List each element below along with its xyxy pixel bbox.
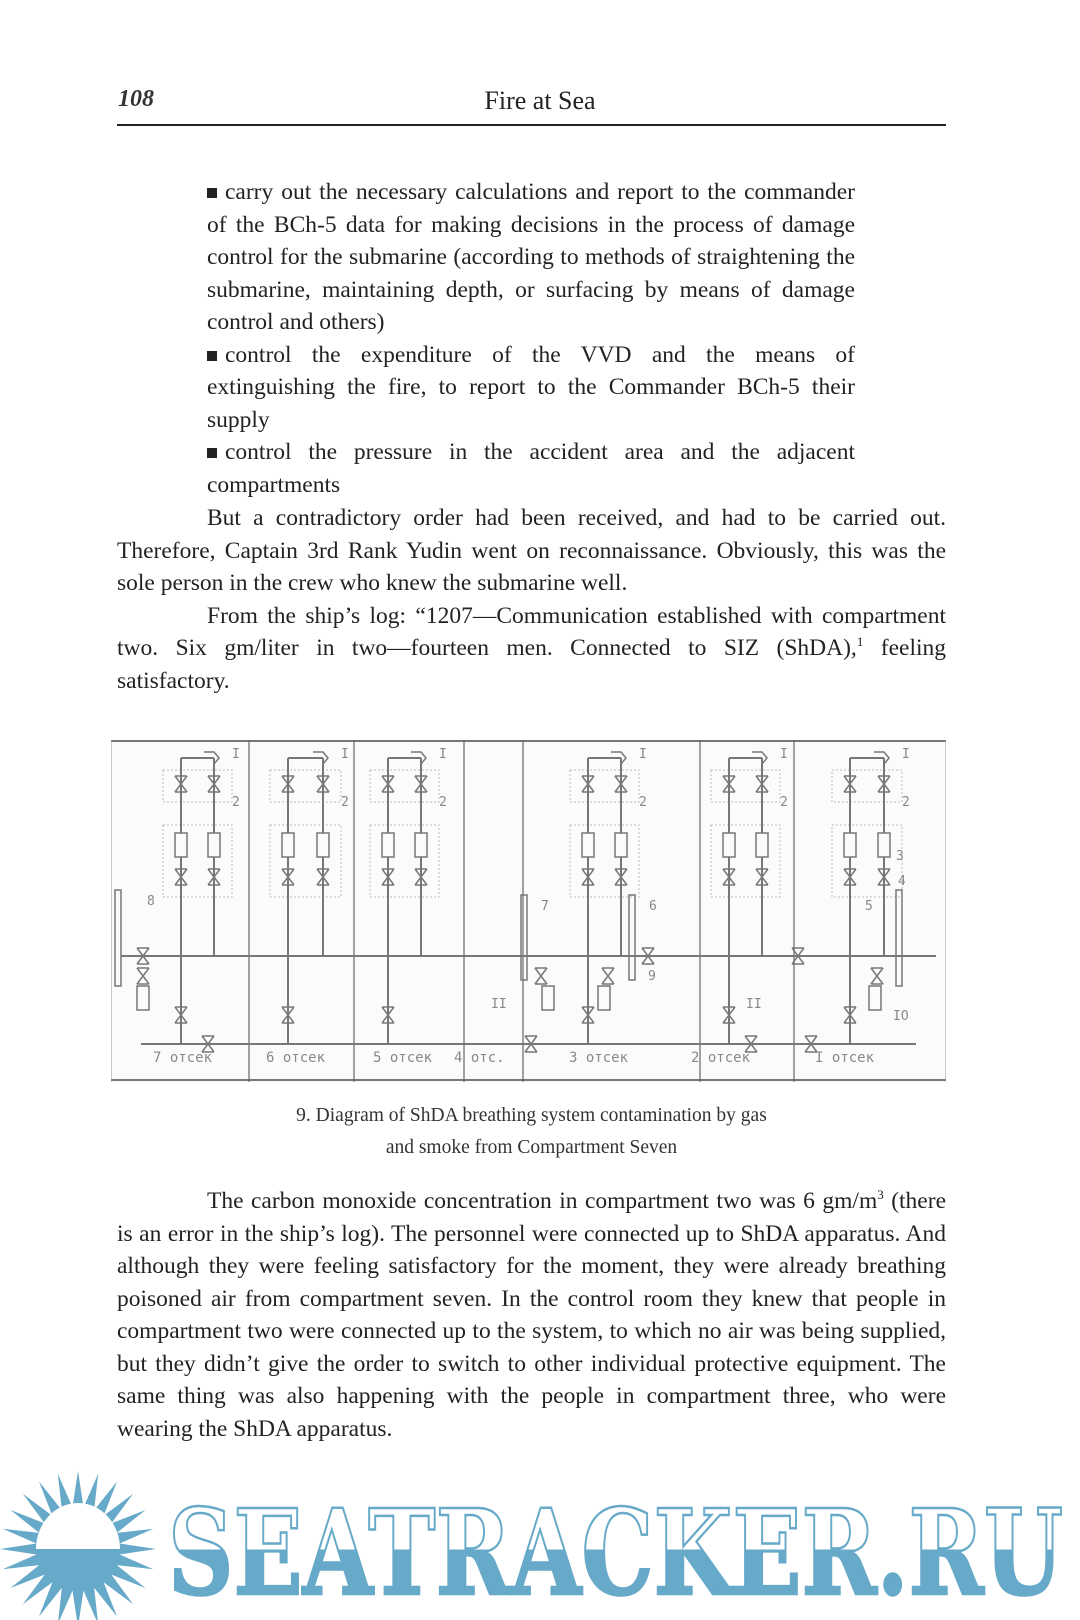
bullet-item: [207, 176, 855, 339]
bullet-square-icon: [207, 448, 217, 458]
filter-icon: [878, 833, 890, 857]
paragraph: [117, 1185, 946, 1445]
bullet-text: control the pressure in the accident area and the adjacent compartments: [207, 439, 855, 498]
paragraph: [117, 600, 946, 698]
bullet-square-icon: [207, 188, 217, 198]
compartment-label: 3 отсек: [569, 1050, 629, 1066]
callout-label: 8: [147, 894, 155, 909]
compartment-label: 6 отсек: [266, 1050, 326, 1066]
callout-label: 2: [902, 795, 910, 810]
filter-icon: [615, 833, 627, 857]
callout-label: 6: [649, 899, 657, 914]
sun-disc: [36, 1503, 120, 1549]
callout-label: 2: [232, 795, 240, 810]
callout-label: 2: [341, 795, 349, 810]
filter-icon: [598, 986, 610, 1010]
callout-label: I: [341, 747, 349, 762]
filter-icon: [582, 833, 594, 857]
compartment-label: 2 отсек: [691, 1050, 751, 1066]
callout-label: II: [491, 997, 507, 1012]
sun-icon: [0, 1471, 156, 1620]
compartment-label: 4 отс.: [454, 1050, 505, 1066]
bullet-square-icon: [207, 351, 217, 361]
body-paragraphs: [117, 502, 946, 697]
paragraph-body: [117, 1185, 946, 1445]
bullet-text: carry out the necessary calculations and report to the commander of the BCh-5 data for making decisions in the process of damage control for the submarine (according to methods of straightening the submarine, maintaining depth, or surfacing by means of damage control and others): [207, 179, 855, 335]
filter-icon: [542, 986, 554, 1010]
compartment-label: 7 отсек: [153, 1050, 213, 1066]
seatracker-watermark-logo: [0, 1462, 1080, 1620]
callout-label: 2: [780, 795, 788, 810]
superscript: 3: [877, 1187, 884, 1203]
compartment-label: I отсек: [815, 1050, 875, 1066]
callout-label: I: [780, 747, 788, 762]
filter-icon: [282, 833, 294, 857]
paragraph-text: (there is an error in the ship’s log). The personnel were connected up to ShDA apparatus. And although they were feeling satisfactory for the moment, they were already breathing poisoned air from compartment seven. In the control room they knew that people in compartment two were connected up to the system, to which no air was being supplied, but they didn’t give the order to switch to other individual protective equipment. The same thing was also happening with the people in compartment three, who were wearing the ShDA apparatus.: [117, 1188, 946, 1442]
callout-label: 2: [439, 795, 447, 810]
callout-label: I: [639, 747, 647, 762]
filter-icon: [844, 833, 856, 857]
paragraph-text: feeling satisfactory.: [117, 635, 947, 694]
filter-icon: [317, 833, 329, 857]
caption-line: and smoke from Compartment Seven: [385, 1137, 678, 1158]
bullet-item: [207, 339, 855, 437]
callout-label: IO: [893, 1009, 909, 1024]
callout-label: I: [902, 747, 910, 762]
callout-label: 7: [541, 899, 549, 914]
callout-label: 4: [898, 874, 906, 889]
page-number: 108: [118, 86, 154, 112]
callout-label: I: [232, 747, 240, 762]
running-title: Fire at Sea: [484, 86, 596, 115]
header-rule: [117, 124, 946, 126]
filter-icon: [869, 986, 881, 1010]
callout-label: II: [746, 997, 762, 1012]
paragraph-text: From the ship’s log: “1207—Communication established with compartment two. Six gm/liter in two—fourteen men. Connected to SIZ (ShDA),: [117, 602, 946, 661]
callout-label: 5: [865, 899, 873, 914]
callout-label: 2: [639, 795, 647, 810]
filter-icon: [415, 833, 427, 857]
watermark-text: SEATRACKER.RU: [168, 1483, 1063, 1620]
footnote-marker[interactable]: 1: [856, 634, 864, 650]
filter-icon: [137, 986, 149, 1010]
bullet-text: control the expenditure of the VVD and the means of extinguishing the fire, to report to the Commander BCh-5 their supply: [207, 341, 855, 433]
caption-line: 9. Diagram of ShDA breathing system contamination by gas: [296, 1105, 767, 1126]
filter-icon: [723, 833, 735, 857]
paragraph-text: The carbon monoxide concentration in compartment two was 6 gm/m: [207, 1188, 878, 1214]
paragraph: But a contradictory order had been received, and had to be carried out. Therefore, Captain 3rd Rank Yudin went on reconnaissance. Obviously, this was the sole person in the crew who knew the submarine well.: [117, 505, 946, 596]
filter-icon: [175, 833, 187, 857]
filter-icon: [208, 833, 220, 857]
compartment-label: 5 отсек: [373, 1050, 433, 1066]
filter-icon: [382, 833, 394, 857]
callout-label: I: [439, 747, 447, 762]
bullet-item: [207, 436, 855, 501]
callout-label: 3: [896, 849, 904, 864]
figure-caption: [117, 1100, 946, 1164]
filter-icon: [756, 833, 768, 857]
breathing-system-diagram: [111, 740, 946, 1082]
callout-label: 9: [648, 969, 656, 984]
bullet-list: [207, 176, 855, 501]
